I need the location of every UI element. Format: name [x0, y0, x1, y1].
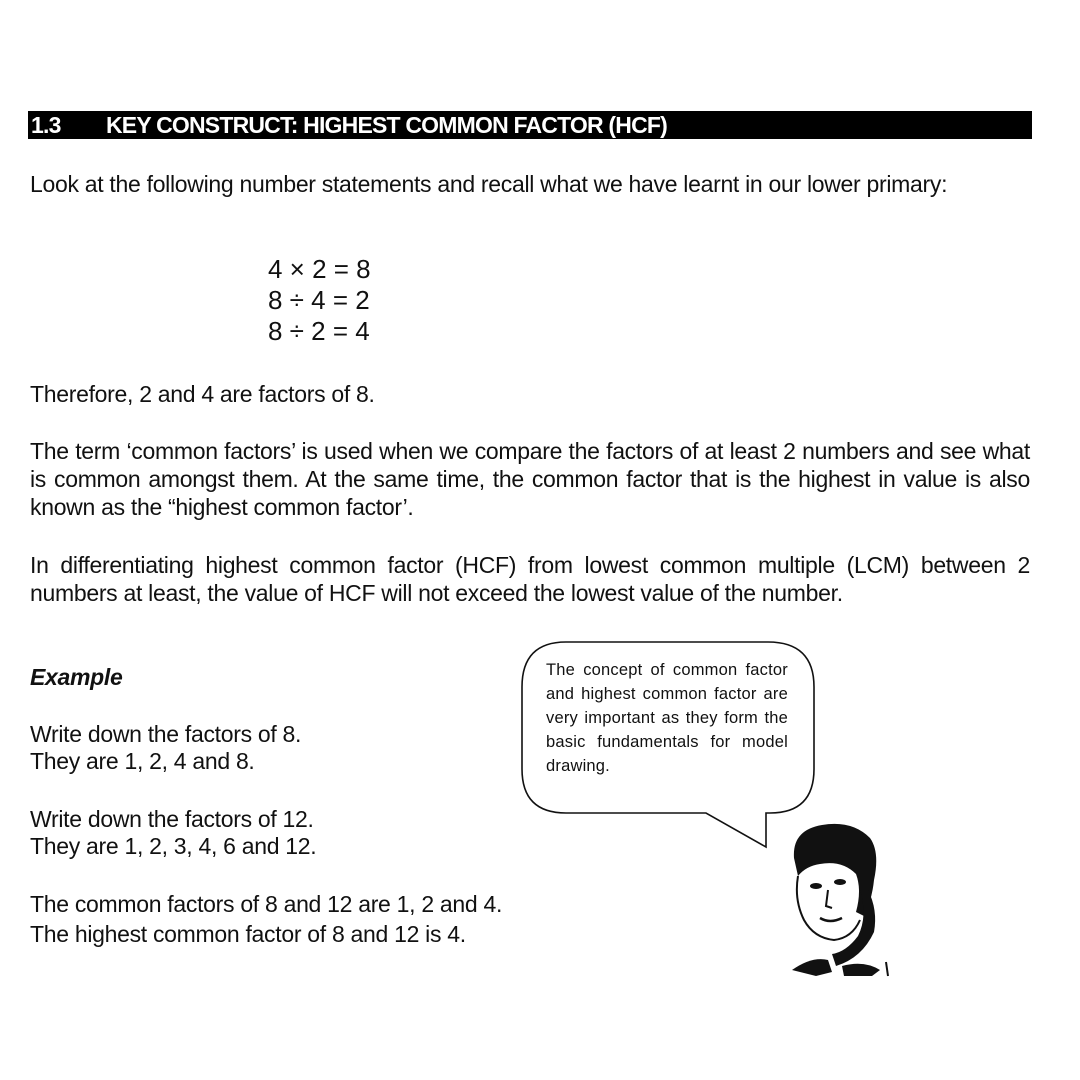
example-label: Example — [30, 664, 123, 690]
speech-bubble-text: The concept of common factor and highest common factor are very important as they form the basic fundamentals for model drawing. — [546, 661, 788, 775]
equation-3: 8 ÷ 2 = 4 — [268, 316, 370, 346]
hcf-lcm-paragraph: In differentiating highest common factor (HCF) from lowest common multiple (LCM) between 2 numbers at least, the value of HCF will not exceed the lowest value of the number. — [30, 552, 1030, 606]
section-title: KEY CONSTRUCT: HIGHEST COMMON FACTOR (HCF) — [106, 112, 667, 138]
example-line-4: They are 1, 2, 3, 4, 6 and 12. — [30, 833, 317, 859]
equation-1: 4 × 2 = 8 — [268, 254, 371, 284]
example-line-2: They are 1, 2, 4 and 8. — [30, 748, 255, 774]
speech-bubble — [520, 641, 814, 817]
therefore-statement: Therefore, 2 and 4 are factors of 8. — [30, 381, 375, 407]
intro-paragraph: Look at the following number statements and recall what we have learnt in our lower primary: — [30, 171, 948, 197]
section-number: 1.3 — [31, 112, 61, 138]
example-line-6: The highest common factor of 8 and 12 is 4. — [30, 921, 466, 947]
equation-2: 8 ÷ 4 = 2 — [268, 285, 370, 315]
thinking-boy-icon — [772, 820, 892, 980]
example-line-1: Write down the factors of 8. — [30, 721, 302, 747]
common-factors-paragraph: The term ‘common factors’ is used when we compare the factors of at least 2 numbers and see what is common amongst them. At the same time, the common factor that is the highest in value is also known as the “highest common factor’. — [30, 438, 1030, 520]
section-heading-bar — [28, 111, 1032, 139]
example-line-3: Write down the factors of 12. — [30, 806, 314, 832]
example-line-5: The common factors of 8 and 12 are 1, 2 and 4. — [30, 891, 503, 917]
